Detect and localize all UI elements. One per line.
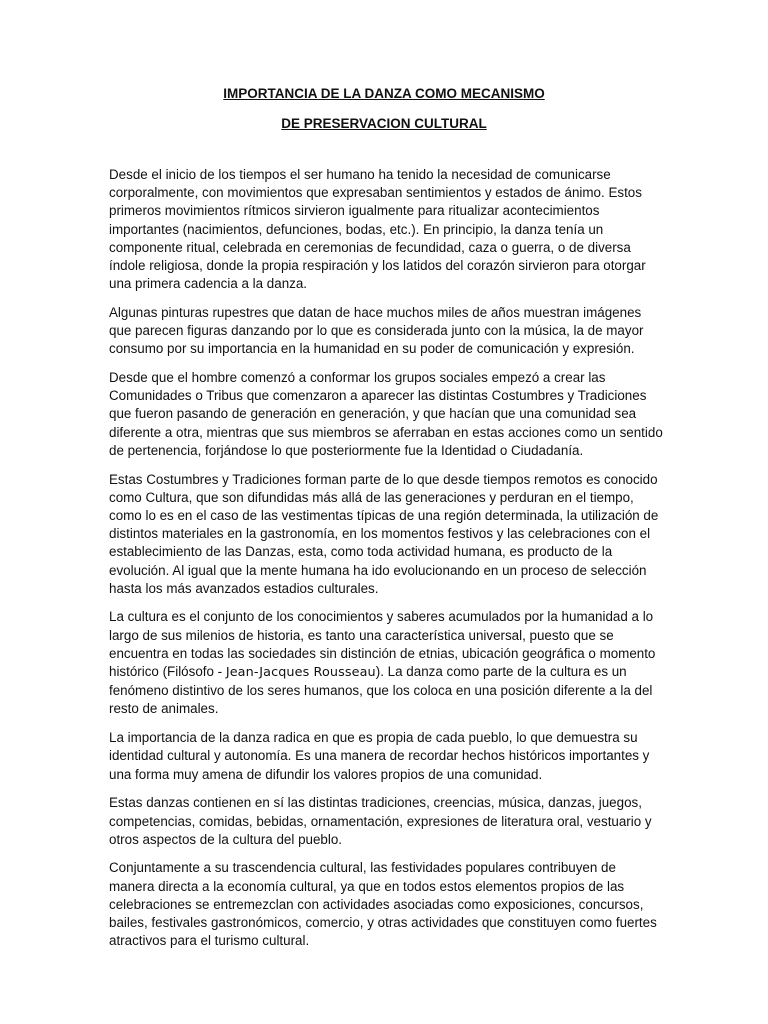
paragraph-1: Desde el inicio de los tiempos el ser humano ha tenido la necesidad de comunicarse corporalmente, con movimientos que expresaban sentimientos y estados de ánimo. Estos primeros movimientos rítmicos sirvieron igualmente para ritualizar acontecimientos importantes (nacimientos, defunciones, bodas, etc.). En principio, la danza tenía un componente ritual, celebrada en ceremonias de fecundidad, caza o guerra, o de diversa índole religiosa, donde la propia respiración y los latidos del corazón sirvieron para otorgar una primera cadencia a la danza. bbox=[109, 167, 646, 292]
title-line-2: DE PRESERVACION CULTURAL bbox=[281, 116, 487, 131]
philosopher-name: Jean-Jacques Rousseau bbox=[225, 665, 376, 681]
paragraph-3: Desde que el hombre comenzó a conformar los grupos sociales empezó a crear las Comunidades o Tribus que comenzaron a aparecer las distintas Costumbres y Tradiciones que fueron pasando de generación en generación, y que hacían que una comunidad sea diferente a otra, mientras que sus miembros se aferraban en estas acciones como un sentido de pertenencia, forjándose lo que posteriormente fue la Identidad o Ciudadanía. bbox=[109, 370, 663, 458]
paragraph-5 bbox=[109, 608, 664, 718]
document-title bbox=[0, 86, 768, 132]
document-body bbox=[109, 166, 664, 961]
paragraph-8: Conjuntamente a su trascendencia cultural, las festividades populares contribuyen de manera directa a la economía cultural, ya que en todos estos elementos propios de las celebraciones se entremezclan con actividades asociadas como exposiciones, concursos, bailes, festivales gastronómicos, comercio, y otras actividades que constituyen como fuertes atractivos para el turismo cultural. bbox=[109, 860, 657, 949]
paragraph-7: Estas danzas contienen en sí las distintas tradiciones, creencias, música, danzas, juegos, competencias, comidas, bebidas, ornamentación, expresiones de literatura oral, vestuario y otros aspectos de la cultura del pueblo. bbox=[109, 795, 652, 847]
paragraph-6: La importancia de la danza radica en que es propia de cada pueblo, lo que demuestra su identidad cultural y autonomía. Es una manera de recordar hechos históricos importantes y una forma muy amena de difundir los valores propios de una comunidad. bbox=[109, 730, 650, 782]
paragraph-5-text-end: ). La danza como parte de la cultura es un fenómeno distintivo de los seres humanos, que los coloca en una posición diferente a la del resto de animales. bbox=[109, 664, 653, 717]
paragraph-2: Algunas pinturas rupestres que datan de hace muchos miles de años muestran imágenes que parecen figuras danzando por lo que es considerada junto con la música, la de mayor consumo por su importancia en la humanidad en su poder de comunicación y expresión. bbox=[109, 304, 644, 357]
paragraph-4: Estas Costumbres y Tradiciones forman parte de lo que desde tiempos remotos es conocido como Cultura, que son difundidas más allá de las generaciones y perduran en el tiempo, como lo es en el caso de las vestimentas típicas de una región determinada, la utilización de distintos materiales en la gastronomía, en los momentos festivos y las celebraciones con el establecimiento de las Danzas, esta, como toda actividad humana, es producto de la evolución. Al igual que la mente humana ha ido evolucionando en un proceso de selección hasta los más avanzados estadios culturales. bbox=[109, 471, 659, 596]
paragraph-5-text-start: La cultura es el conjunto de los conocimientos y saberes acumulados por la humanidad a lo largo de sus milenios de historia, es tanto una característica universal, puesto que se encuentra en todas las sociedades sin distinción de etnias, ubicación geográfica o momento histórico (Filósofo - bbox=[109, 609, 656, 680]
title-line-1: IMPORTANCIA DE LA DANZA COMO MECANISMO bbox=[223, 86, 545, 101]
